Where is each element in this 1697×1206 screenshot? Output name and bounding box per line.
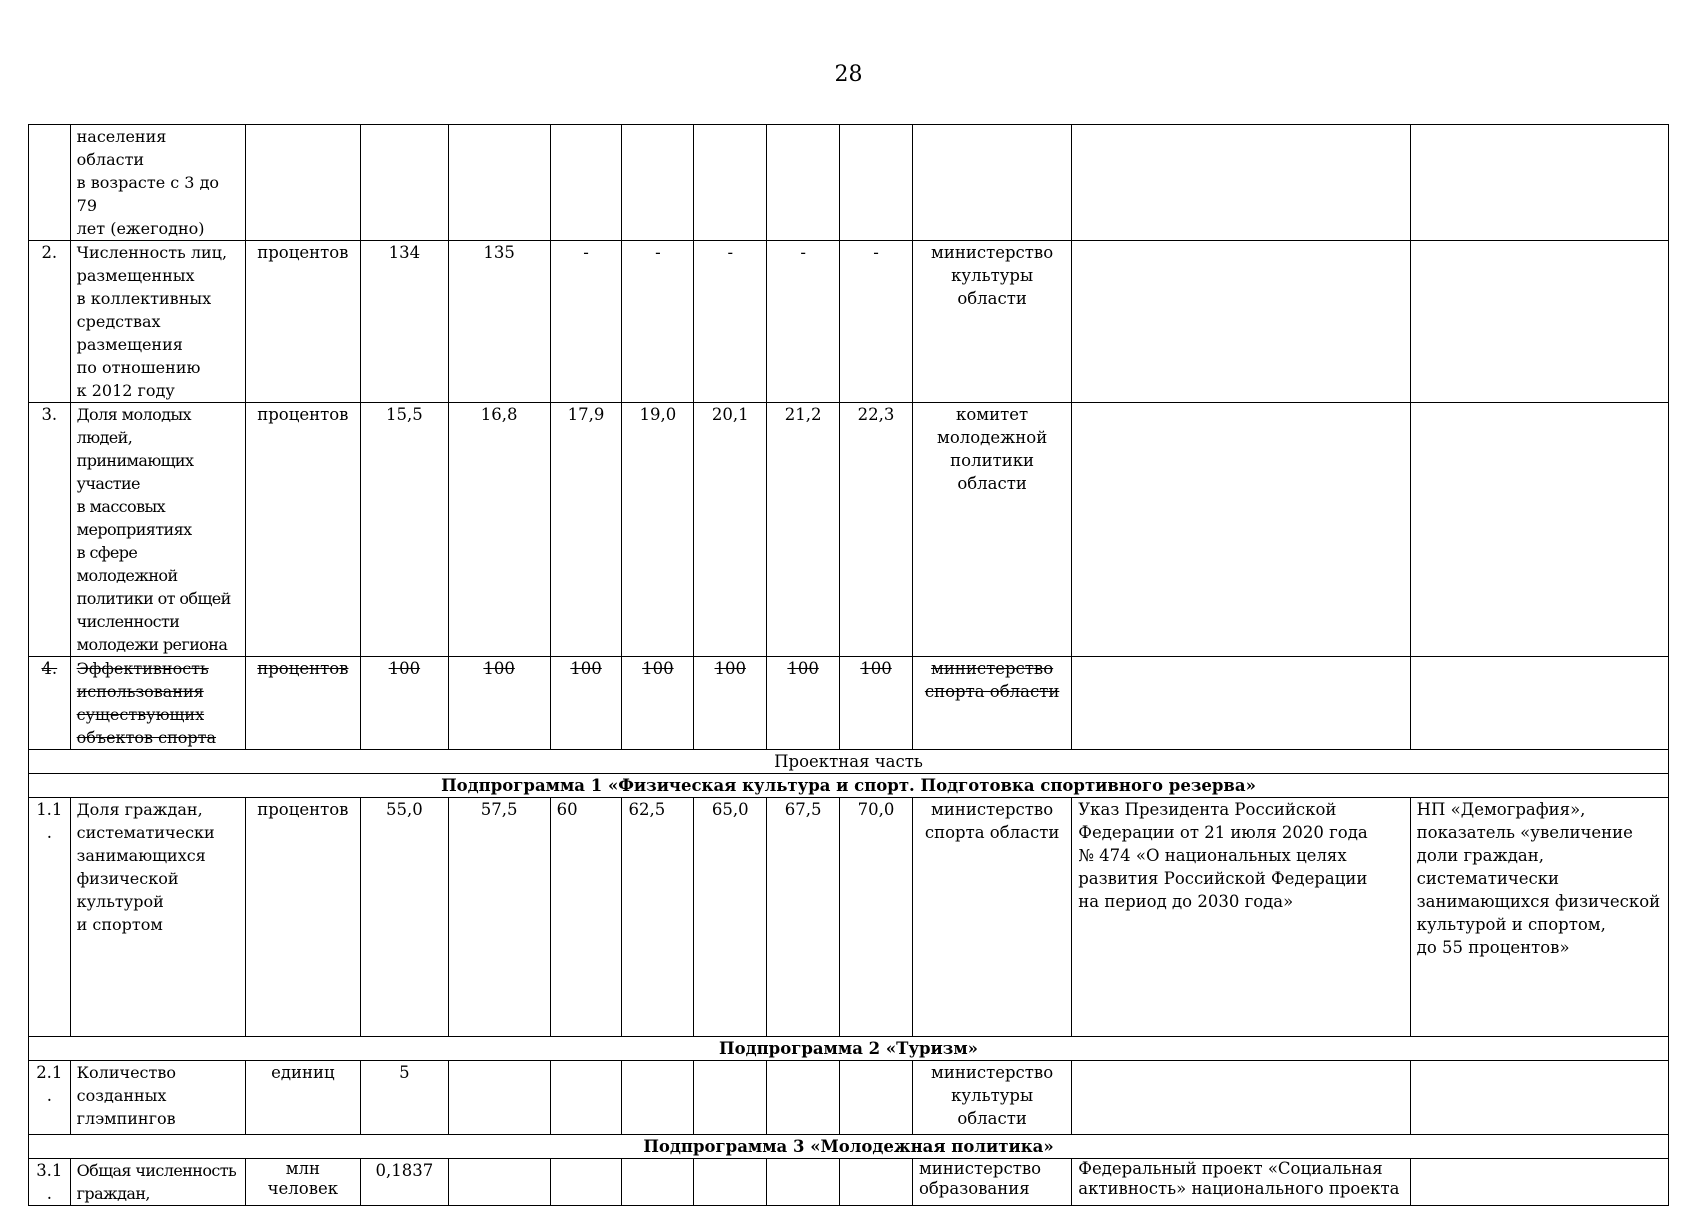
indicator-name: населения области в возрасте с 3 до 79 лет (ежегодно) (70, 125, 245, 241)
value-cell: 0,1837 (361, 1159, 448, 1206)
value-cell: 135 (448, 241, 550, 403)
responsible-cell: министерство спорта области (912, 798, 1071, 1037)
value-cell: 100 (694, 657, 767, 750)
responsible-cell: министерство культуры области (912, 241, 1071, 403)
value-cell: 15,5 (361, 403, 448, 657)
indicator-name: Количество созданных глэмпингов (70, 1061, 245, 1135)
table-row (29, 125, 1669, 241)
subprogram-header: Подпрограмма 1 «Физическая культура и спорт. Подготовка спортивного резерва» (29, 774, 1669, 798)
value-cell: 17,9 (550, 403, 622, 657)
value-cell: 5 (361, 1061, 448, 1135)
value-cell: - (550, 241, 622, 403)
value-cell: 62,5 (622, 798, 694, 1037)
unit-cell: единиц (245, 1061, 361, 1135)
value-cell: 100 (840, 657, 913, 750)
source-document-cell: Федеральный проект «Социальная активность» национального проекта (1072, 1159, 1410, 1206)
table-row (29, 241, 1669, 403)
value-cell: 21,2 (767, 403, 840, 657)
subprogram-header: Подпрограмма 3 «Молодежная политика» (29, 1135, 1669, 1159)
value-cell: - (694, 241, 767, 403)
value-cell: 100 (361, 657, 448, 750)
table-row-struck (29, 657, 1669, 750)
indicator-name: Численность лиц, размещенных в коллективных средствах размещения по отношению к 2012 году (70, 241, 245, 403)
page-number: 28 (834, 62, 863, 87)
source-document-cell: Указ Президента Российской Федерации от 21 июля 2020 года № 474 «О национальных целях развития Российской Федерации на период до 2030 года» (1072, 798, 1410, 1037)
table-row (29, 798, 1669, 1037)
unit-cell: процентов (245, 657, 361, 750)
indicator-name: Общая численность граждан, (70, 1159, 245, 1206)
row-number (29, 125, 71, 241)
value-cell: - (840, 241, 913, 403)
row-number: 3.1. (29, 1159, 71, 1206)
subprogram-header: Подпрограмма 2 «Туризм» (29, 1037, 1669, 1061)
responsible-cell: министерство образования (912, 1159, 1071, 1206)
row-number: 1.1. (29, 798, 71, 1037)
value-cell: 60 (550, 798, 622, 1037)
value-cell: 16,8 (448, 403, 550, 657)
responsible-cell: комитет молодежной политики области (912, 403, 1071, 657)
row-number: 2. (29, 241, 71, 403)
value-cell: 100 (622, 657, 694, 750)
value-cell: 22,3 (840, 403, 913, 657)
unit-cell: процентов (245, 241, 361, 403)
table-row (29, 1159, 1669, 1206)
value-cell: - (767, 241, 840, 403)
indicators-table (28, 124, 1669, 1206)
national-project-cell: НП «Демография», показатель «увеличение доли граждан, систематически занимающихся физической культурой и спортом, до 55 процентов» (1410, 798, 1668, 1037)
responsible-cell: министерство спорта области (912, 657, 1071, 750)
table-row (29, 1061, 1669, 1135)
value-cell: 70,0 (840, 798, 913, 1037)
value-cell: 57,5 (448, 798, 550, 1037)
value-cell: 67,5 (767, 798, 840, 1037)
unit-cell: процентов (245, 403, 361, 657)
value-cell: 100 (767, 657, 840, 750)
value-cell: - (622, 241, 694, 403)
section-header: Проектная часть (29, 750, 1669, 774)
responsible-cell: министерство культуры области (912, 1061, 1071, 1135)
unit-cell: млн человек (245, 1159, 361, 1206)
unit-cell: процентов (245, 798, 361, 1037)
indicator-name: Доля молодых людей, принимающих участие в массовых мероприятиях в сфере молодежной политики от общей численности молодежи региона (70, 403, 245, 657)
value-cell: 55,0 (361, 798, 448, 1037)
value-cell: 65,0 (694, 798, 767, 1037)
value-cell: 100 (550, 657, 622, 750)
value-cell: 134 (361, 241, 448, 403)
table-row (29, 403, 1669, 657)
row-number: 4. (29, 657, 71, 750)
row-number: 2.1. (29, 1061, 71, 1135)
indicator-name: Эффективность использования существующих объектов спорта (70, 657, 245, 750)
value-cell: 19,0 (622, 403, 694, 657)
row-number: 3. (29, 403, 71, 657)
value-cell: 100 (448, 657, 550, 750)
indicator-name: Доля граждан, систематически занимающихся физической культурой и спортом (70, 798, 245, 1037)
value-cell: 20,1 (694, 403, 767, 657)
